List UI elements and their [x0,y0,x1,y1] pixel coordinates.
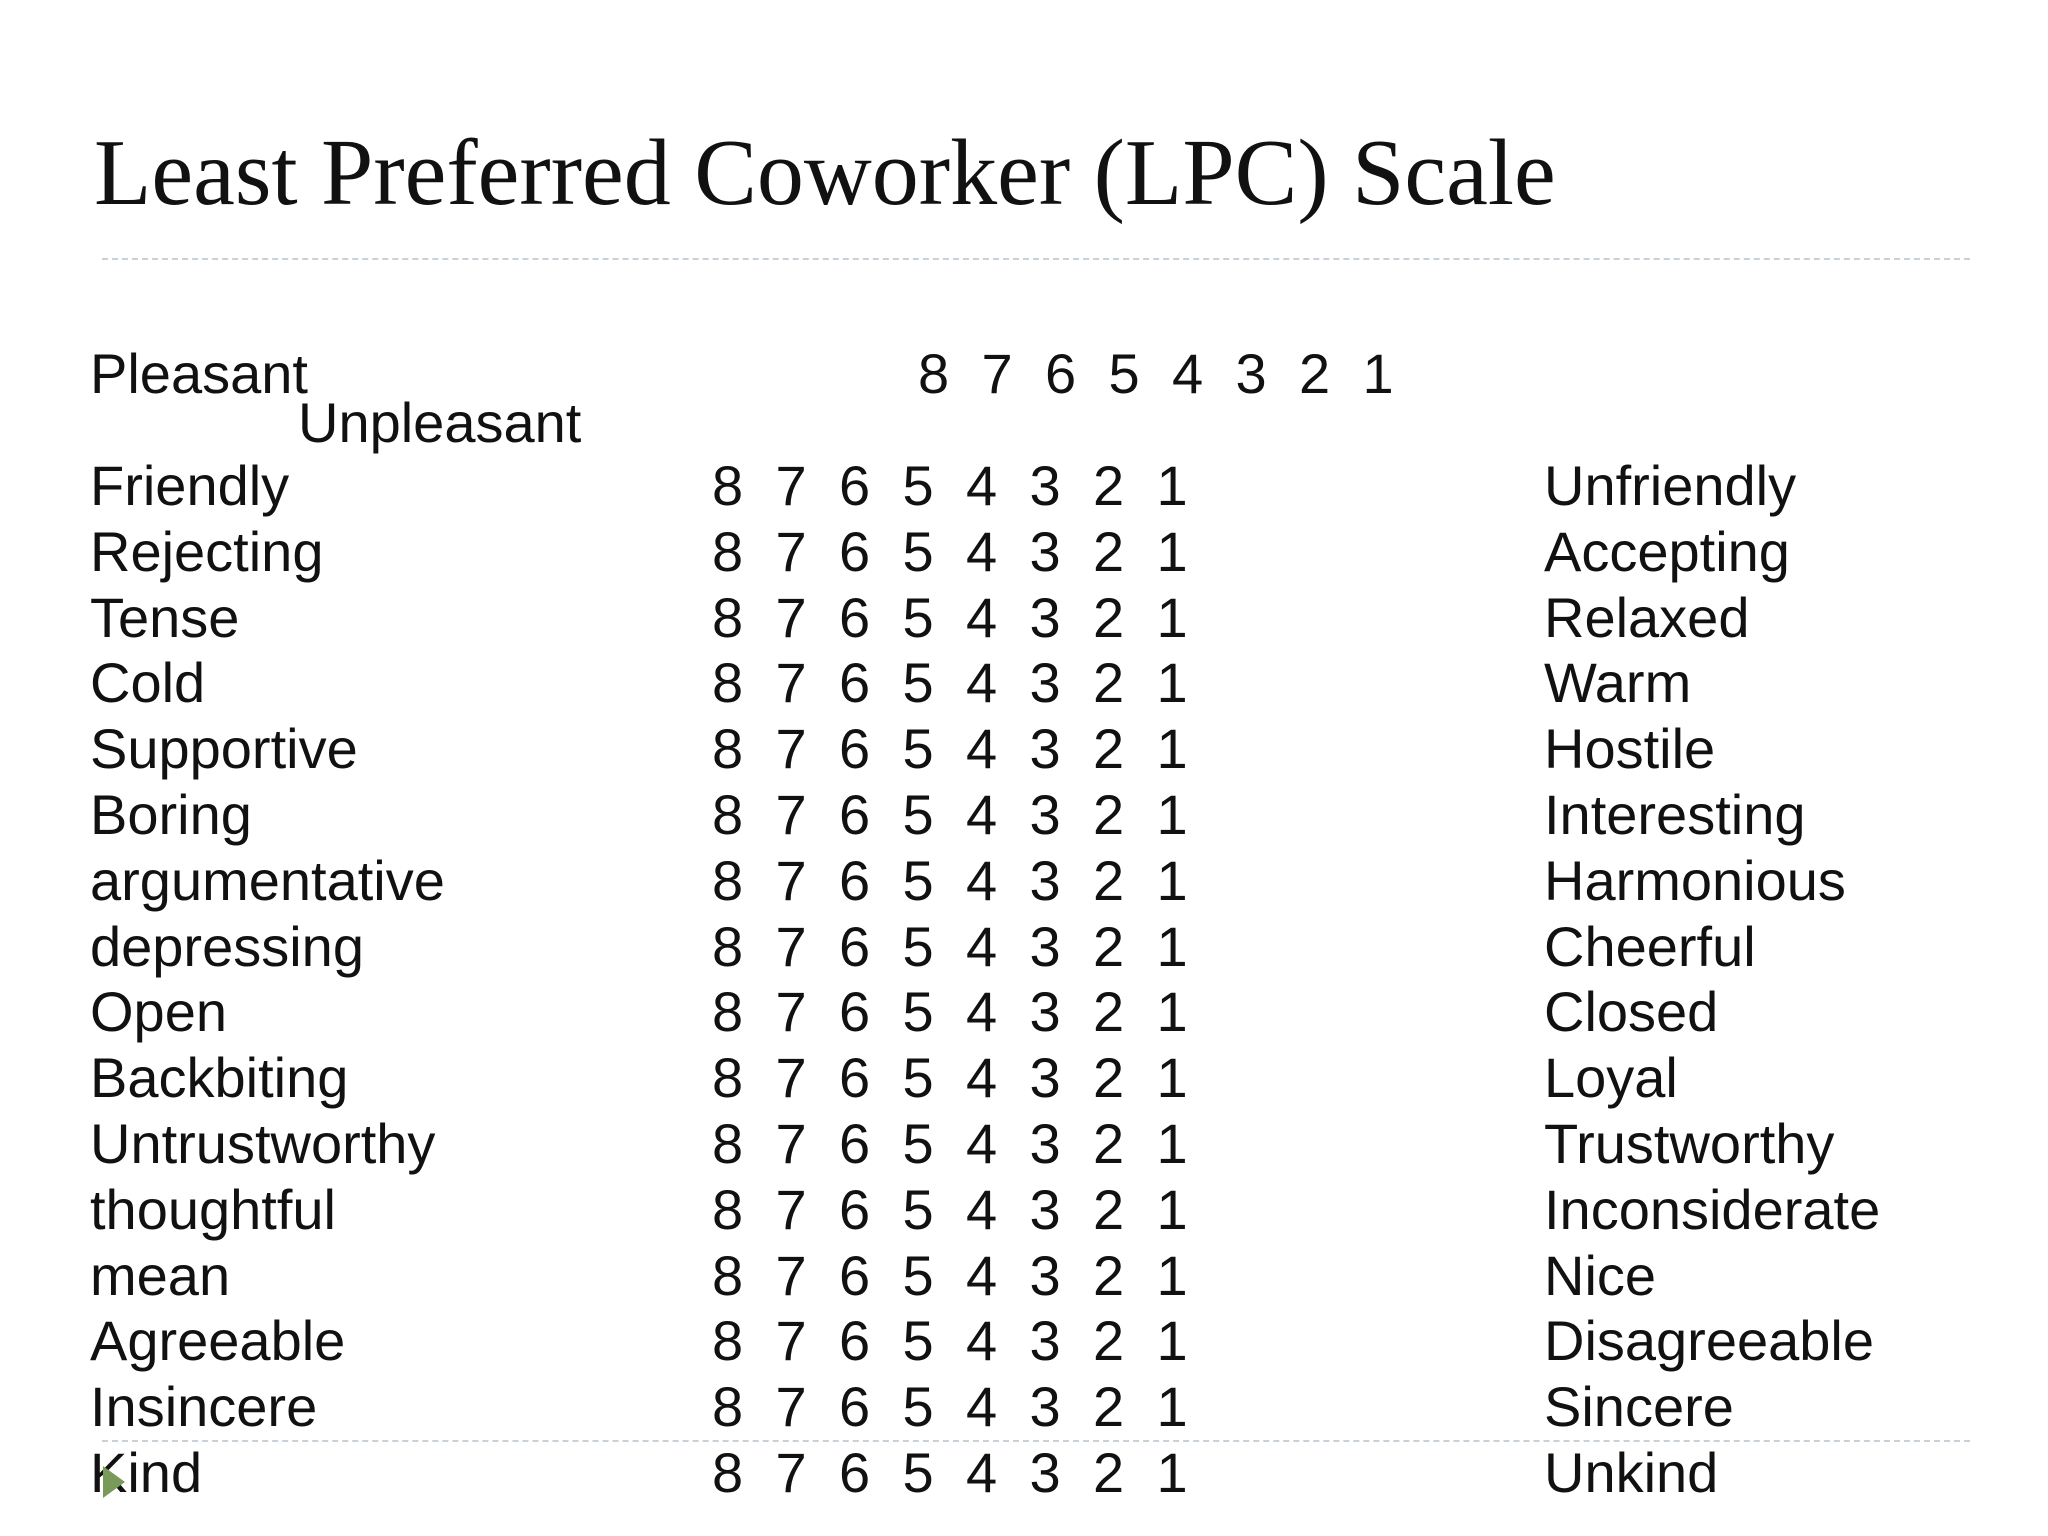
row-right-label: Warm [1544,651,1692,715]
scale-number[interactable]: 6 [839,1440,871,1504]
scale-number[interactable]: 6 [839,1111,871,1175]
scale-row [0,847,2048,913]
scale-number: 6 [1045,342,1077,405]
scale-number[interactable]: 4 [966,585,998,649]
scale-number[interactable]: 5 [902,1440,934,1504]
scale-number: 3 [1235,342,1267,405]
scale-number: 1 [1362,342,1394,405]
scale-number[interactable]: 3 [1029,1440,1061,1504]
scale-number[interactable]: 5 [902,1375,934,1439]
scale-row [0,1242,2048,1308]
row-right-label: Harmonious [1544,848,1846,912]
scale-number[interactable]: 8 [712,1111,744,1175]
row-right-label: Sincere [1544,1375,1734,1439]
row-left-label: argumentative [90,848,445,912]
row-scale [712,914,1220,978]
scale-number[interactable]: 5 [902,980,934,1044]
scale-number[interactable]: 2 [1093,1440,1125,1504]
row-scale [712,1111,1220,1175]
scale-row [0,715,2048,781]
row-right-label: Trustworthy [1544,1111,1835,1175]
row-left-label: Cold [90,651,206,715]
scale-number[interactable]: 1 [1156,1111,1188,1175]
scale-number[interactable]: 6 [839,1046,871,1110]
scale-number[interactable]: 4 [966,1440,998,1504]
scale-number[interactable]: 4 [966,914,998,978]
row-scale [712,980,1220,1044]
row-left-label: Open [90,980,227,1044]
row-right-label: Interesting [1544,782,1806,846]
scale-number[interactable]: 2 [1093,585,1125,649]
row-scale [712,1177,1220,1241]
title-divider [102,258,1970,260]
header-right-label: Unpleasant [298,391,582,454]
scale-number[interactable]: 3 [1029,717,1061,781]
scale-number[interactable]: 3 [1029,1046,1061,1110]
scale-number[interactable]: 3 [1029,1309,1061,1373]
scale-number[interactable]: 5 [902,585,934,649]
scale-number[interactable]: 7 [775,1309,807,1373]
row-scale [712,782,1220,846]
row-right-label: Hostile [1544,717,1716,781]
scale-number[interactable]: 1 [1156,519,1188,583]
scale-number[interactable]: 4 [966,1309,998,1373]
scale-number[interactable]: 8 [712,651,744,715]
scale-number[interactable]: 8 [712,1046,744,1110]
scale-number[interactable]: 7 [775,782,807,846]
scale-number[interactable]: 1 [1156,585,1188,649]
row-left-label: Tense [90,585,240,649]
row-right-label: Loyal [1544,1046,1678,1110]
row-scale [712,1046,1220,1110]
scale-number[interactable]: 8 [712,1375,744,1439]
scale-number[interactable]: 5 [902,1243,934,1307]
scale-number[interactable]: 1 [1156,782,1188,846]
row-scale [712,848,1220,912]
footer-divider [102,1440,1970,1442]
scale-number[interactable]: 4 [966,1046,998,1110]
scale-number[interactable]: 5 [902,782,934,846]
scale-number[interactable]: 3 [1029,980,1061,1044]
row-scale [712,454,1220,517]
row-left-label: mean [90,1243,231,1307]
scale-number[interactable]: 4 [966,519,998,583]
scale-number[interactable]: 7 [775,585,807,649]
scale-number[interactable]: 4 [966,454,998,517]
row-left-label: Boring [90,782,252,846]
scale-number[interactable]: 7 [775,1243,807,1307]
scale-number[interactable]: 8 [712,980,744,1044]
scale-number[interactable]: 4 [966,1177,998,1241]
scale-row [0,1044,2048,1110]
scale-number[interactable]: 6 [839,980,871,1044]
play-arrow-icon [103,1466,125,1498]
scale-number[interactable]: 1 [1156,1046,1188,1110]
row-left-label: Untrustworthy [90,1111,436,1175]
scale-number[interactable]: 2 [1093,519,1125,583]
row-scale [712,1440,1220,1504]
scale-number[interactable]: 7 [775,454,807,517]
scale-number[interactable]: 5 [902,1046,934,1110]
scale-number[interactable]: 7 [775,1440,807,1504]
scale-number[interactable]: 6 [839,914,871,978]
scale-number[interactable]: 1 [1156,1375,1188,1439]
row-left-label: Insincere [90,1375,318,1439]
scale-row [0,1439,2048,1505]
scale-number[interactable]: 2 [1093,848,1125,912]
scale-row [0,1307,2048,1373]
scale-number[interactable]: 4 [966,1375,998,1439]
scale-number[interactable]: 8 [712,1309,744,1373]
scale-number[interactable]: 8 [712,519,744,583]
scale-number[interactable]: 3 [1029,914,1061,978]
row-right-label: Closed [1544,980,1719,1044]
row-right-label: Unkind [1544,1440,1719,1504]
scale-number[interactable]: 6 [839,454,871,517]
row-left-label: Backbiting [90,1046,349,1110]
scale-number[interactable]: 7 [775,1046,807,1110]
scale-number[interactable]: 4 [966,848,998,912]
scale-number[interactable]: 3 [1029,651,1061,715]
scale-number[interactable]: 2 [1093,1243,1125,1307]
scale-number[interactable]: 7 [775,717,807,781]
scale-number[interactable]: 6 [839,717,871,781]
row-right-label: Accepting [1544,519,1790,583]
row-left-label: Rejecting [90,519,324,583]
scale-number: 7 [981,342,1013,405]
scale-number[interactable]: 1 [1156,1177,1188,1241]
scale-number[interactable]: 3 [1029,519,1061,583]
scale-number[interactable]: 1 [1156,717,1188,781]
scale-number[interactable]: 3 [1029,1177,1061,1241]
scale-number[interactable]: 4 [966,1111,998,1175]
scale-number[interactable]: 3 [1029,848,1061,912]
scale-number[interactable]: 6 [839,1375,871,1439]
row-left-label: Supportive [90,717,358,781]
scale-number[interactable]: 8 [712,1177,744,1241]
scale-number[interactable]: 5 [902,1111,934,1175]
scale-number[interactable]: 5 [902,848,934,912]
scale-number[interactable]: 8 [712,1440,744,1504]
scale-row [0,584,2048,650]
header-left-label: Pleasant [90,342,308,405]
scale-number[interactable]: 2 [1093,1111,1125,1175]
row-scale [712,717,1220,781]
scale-number[interactable]: 5 [902,914,934,978]
scale-number[interactable]: 8 [712,1243,744,1307]
scale-number[interactable]: 2 [1093,914,1125,978]
scale-number[interactable]: 2 [1093,651,1125,715]
row-scale [712,651,1220,715]
scale-number[interactable]: 6 [839,1243,871,1307]
scale-number[interactable]: 7 [775,914,807,978]
scale-number[interactable]: 6 [839,782,871,846]
slide-title: Least Preferred Coworker (LPC) Scale [94,121,1556,225]
row-left-label: depressing [90,914,364,978]
scale-number[interactable]: 1 [1156,651,1188,715]
scale-row [0,649,2048,715]
scale-number[interactable]: 8 [712,717,744,781]
scale-number[interactable]: 1 [1156,914,1188,978]
scale-number[interactable]: 2 [1093,717,1125,781]
row-right-label: Relaxed [1544,585,1750,649]
scale-number[interactable]: 1 [1156,1440,1188,1504]
scale-number[interactable]: 2 [1093,1046,1125,1110]
scale-number[interactable]: 4 [966,1243,998,1307]
row-right-label: Inconsiderate [1544,1177,1881,1241]
scale-number[interactable]: 1 [1156,848,1188,912]
row-right-label: Cheerful [1544,914,1756,978]
row-right-label: Unfriendly [1544,454,1797,517]
scale-number[interactable]: 5 [902,519,934,583]
scale-number[interactable]: 1 [1156,1309,1188,1373]
scale-row [0,978,2048,1044]
scale-number[interactable]: 4 [966,717,998,781]
scale-number[interactable]: 7 [775,1177,807,1241]
scale-number[interactable]: 2 [1093,1309,1125,1373]
scale-number[interactable]: 6 [839,1309,871,1373]
scale-row [0,1176,2048,1242]
scale-number[interactable]: 2 [1093,1375,1125,1439]
row-left-label: Friendly [90,454,290,517]
scale-number[interactable]: 2 [1093,782,1125,846]
scale-number[interactable]: 5 [902,651,934,715]
scale-number[interactable]: 4 [966,782,998,846]
scale-number[interactable]: 3 [1029,782,1061,846]
scale-number[interactable]: 3 [1029,454,1061,517]
scale-number[interactable]: 1 [1156,1243,1188,1307]
scale-number[interactable]: 6 [839,848,871,912]
scale-number[interactable]: 6 [839,585,871,649]
row-scale [712,585,1220,649]
scale-number[interactable]: 3 [1029,1375,1061,1439]
scale-number[interactable]: 8 [712,585,744,649]
scale-number[interactable]: 4 [966,651,998,715]
scale-number[interactable]: 5 [902,1177,934,1241]
row-left-label: thoughtful [90,1177,336,1241]
scale-number[interactable]: 7 [775,651,807,715]
scale-number[interactable]: 1 [1156,454,1188,517]
scale-row [0,913,2048,979]
scale-number[interactable]: 2 [1093,454,1125,517]
scale-number[interactable]: 8 [712,914,744,978]
scale-number: 4 [1172,342,1204,405]
scale-number[interactable]: 8 [712,848,744,912]
scale-number[interactable]: 1 [1156,980,1188,1044]
scale-number[interactable]: 5 [902,717,934,781]
scale-number[interactable]: 7 [775,519,807,583]
scale-number[interactable]: 4 [966,980,998,1044]
scale-number: 5 [1108,342,1140,405]
scale-number: 8 [918,342,950,405]
row-scale [712,1243,1220,1307]
row-scale [712,1375,1220,1439]
scale-number[interactable]: 8 [712,454,744,517]
row-scale [712,1309,1220,1373]
scale-number[interactable]: 6 [839,651,871,715]
scale-number[interactable]: 7 [775,848,807,912]
row-right-label: Nice [1544,1243,1657,1307]
scale-row [0,452,2048,518]
scale-number[interactable]: 5 [902,1309,934,1373]
row-right-label: Disagreeable [1544,1309,1874,1373]
row-left-label: Agreeable [90,1309,346,1373]
scale-row [0,1373,2048,1439]
scale-number[interactable]: 7 [775,1375,807,1439]
scale-number[interactable]: 7 [775,980,807,1044]
scale-number[interactable]: 8 [712,782,744,846]
scale-number[interactable]: 3 [1029,1243,1061,1307]
scale-number[interactable]: 7 [775,1111,807,1175]
row-left-label: Kind [90,1440,203,1504]
scale-rows [0,452,2048,1505]
row-scale [712,519,1220,583]
scale-number[interactable]: 3 [1029,1111,1061,1175]
scale-number[interactable]: 5 [902,454,934,517]
header-scale [918,342,1426,405]
scale-number[interactable]: 2 [1093,980,1125,1044]
scale-row [0,1110,2048,1176]
scale-number[interactable]: 3 [1029,585,1061,649]
scale-number[interactable]: 6 [839,1177,871,1241]
scale-number: 2 [1299,342,1331,405]
scale-row [0,518,2048,584]
scale-number[interactable]: 2 [1093,1177,1125,1241]
scale-row [0,781,2048,847]
scale-number[interactable]: 6 [839,519,871,583]
